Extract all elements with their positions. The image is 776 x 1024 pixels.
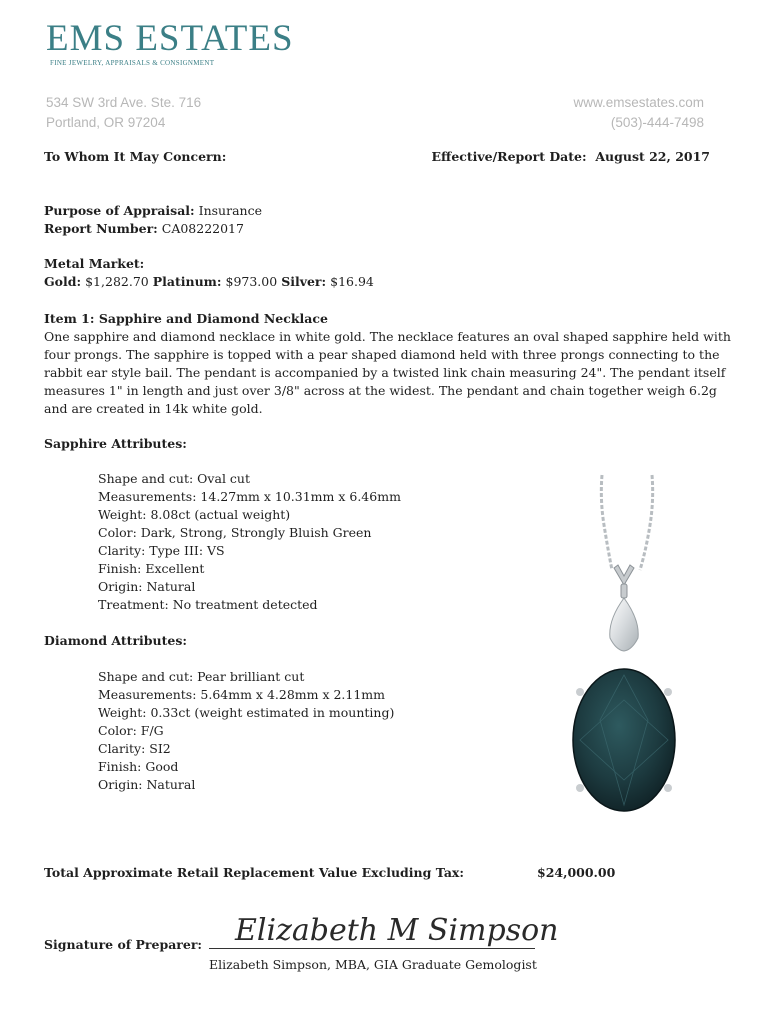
website-link[interactable]: www.emsestates.com	[573, 95, 704, 110]
address-line-1: 534 SW 3rd Ave. Ste. 716	[46, 95, 202, 110]
report-number-label: Report Number:	[44, 221, 158, 236]
attribute-line: Weight: 0.33ct (weight estimated in mounting)	[98, 705, 395, 720]
report-number-value: CA08222017	[161, 221, 244, 236]
attribute-line: Weight: 8.08ct (actual weight)	[98, 507, 291, 522]
metal-market-heading: Metal Market:	[44, 256, 145, 271]
signature-line	[209, 948, 535, 949]
sapphire-gem	[573, 669, 675, 811]
signature-label: Signature of Preparer:	[44, 937, 203, 952]
attribute-line: Finish: Excellent	[98, 561, 205, 576]
logo-text: EMS ESTATES	[46, 18, 294, 59]
report-date	[432, 149, 710, 164]
item-title: Item 1: Sapphire and Diamond Necklace	[44, 311, 328, 326]
gold-label: Gold:	[44, 274, 82, 289]
platinum-value: $973.00	[225, 274, 278, 289]
attribute-line: Measurements: 14.27mm x 10.31mm x 6.46mm	[98, 489, 401, 504]
attribute-line: Measurements: 5.64mm x 4.28mm x 2.11mm	[98, 687, 386, 702]
platinum-label: Platinum:	[152, 274, 222, 289]
salutation: To Whom It May Concern:	[44, 149, 227, 164]
sapphire-heading: Sapphire Attributes:	[44, 436, 187, 451]
company-address	[46, 93, 201, 133]
chain	[601, 475, 652, 570]
company-logo	[46, 20, 294, 67]
preparer-name: Elizabeth Simpson, MBA, GIA Graduate Gemologist	[209, 957, 537, 972]
address-line-2: Portland, OR 97204	[46, 115, 166, 130]
report-date-value: August 22, 2017	[595, 149, 710, 164]
silver-value: $16.94	[330, 274, 374, 289]
report-date-label: Effective/Report Date:	[431, 149, 587, 164]
signature-text: Elizabeth M Simpson	[235, 913, 559, 948]
necklace-image	[560, 470, 690, 820]
item-description: One sapphire and diamond necklace in white gold. The necklace features an oval shaped sapphire held with four prongs. The sapphire is topped with a pear shaped diamond held with three prongs connecting to the rabbit ear style bail. The pendant is accompanied by a twisted link chain measuring 24". The pendant itself measures 1" in length and just over 3/8" across at the widest. The pendant and chain together weigh 6.2g and are created in 14k white gold.	[44, 329, 731, 416]
sapphire-attributes	[98, 470, 401, 614]
total-label: Total Approximate Retail Replacement Value Excluding Tax:	[44, 865, 464, 880]
attribute-line: Clarity: Type III: VS	[98, 543, 225, 558]
diamond-attributes	[98, 668, 394, 794]
purpose-value: Insurance	[198, 203, 262, 218]
attribute-line: Origin: Natural	[98, 579, 196, 594]
bail	[614, 565, 634, 598]
total-value: $24,000.00	[537, 865, 616, 880]
attribute-line: Origin: Natural	[98, 777, 196, 792]
metal-market-block	[44, 255, 374, 291]
logo-tagline: FINE JEWELRY, APPRAISALS & CONSIGNMENT	[50, 59, 215, 67]
diamond-gem	[610, 598, 638, 651]
item-block	[44, 310, 744, 418]
phone-number: (503)-444-7498	[610, 115, 704, 130]
metal-prices	[44, 273, 374, 291]
purpose-label: Purpose of Appraisal:	[44, 203, 195, 218]
company-contact	[573, 93, 704, 133]
gold-value: $1,282.70	[85, 274, 149, 289]
attribute-line: Clarity: SI2	[98, 741, 171, 756]
attribute-line: Shape and cut: Oval cut	[98, 471, 250, 486]
handwritten-signature	[235, 900, 559, 950]
attribute-line: Shape and cut: Pear brilliant cut	[98, 669, 305, 684]
attribute-line: Finish: Good	[98, 759, 179, 774]
attribute-line: Color: F/G	[98, 723, 164, 738]
purpose-block	[44, 202, 262, 238]
attribute-line: Color: Dark, Strong, Strongly Bluish Green	[98, 525, 372, 540]
attribute-line: Treatment: No treatment detected	[98, 597, 318, 612]
silver-label: Silver:	[281, 274, 327, 289]
diamond-heading: Diamond Attributes:	[44, 633, 187, 648]
